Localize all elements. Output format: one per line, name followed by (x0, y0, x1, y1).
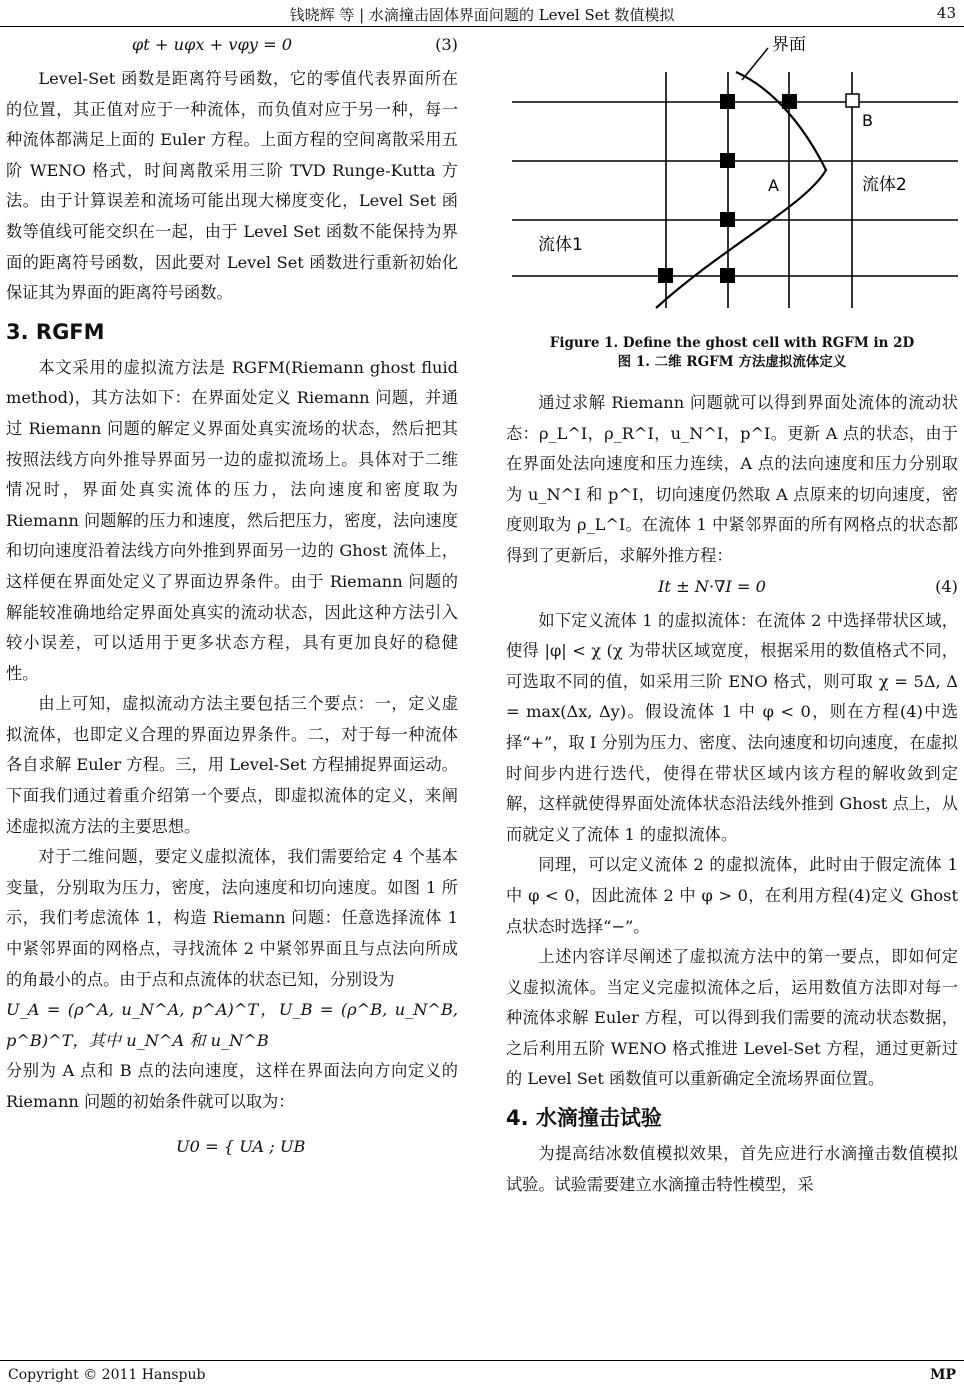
equation-3 (6, 30, 458, 64)
paragraph-ghost-fluid-1: 如下定义流体 1 的虚拟流体：在流体 2 中选择带状区域，使得 |φ| < χ (χ 为带状区域宽度，根据采用的数值格式不同，可选取不同的值，如采用三阶 ENO 格式，则可取 χ = 5Δ, Δ = max(Δx, Δy)。假设流体 1 中 φ < 0，则在方程(4)中选择“+”，取 I 分别为压力、密度、法向速度和切向速度，在虚拟时间步内进行迭代，使得在带状区域内该方程的解收敛到定解，这样就使得界面处流体状态沿法线外推到 Ghost 点上，从而就定义了流体 1 的虚拟流体。 (506, 610, 958, 844)
page-footer (0, 1360, 964, 1387)
equation-u0-body: U0 = { UA ; UB (176, 1136, 306, 1156)
equation-3-number: (3) (435, 35, 458, 54)
equation-u0 (6, 1118, 458, 1178)
figure-caption-zh: 图 1. 二维 RGFM 方法虚拟流体定义 (617, 354, 847, 370)
paragraph-three-points: 由上可知，虚拟流动方法主要包括三个要点：一，定义虚拟流体，也即定义合理的界面边界条件。二，对于每一种流体各自求解 Euler 方程。三，用 Level-Set 方程捕捉界面运动。下面我们通过着重介绍第一个要点，即虚拟流体的定义，来阐述虚拟流方法的主要思想。 (6, 694, 458, 836)
running-title: 钱晓辉 等 | 水滴撞击固体界面问题的 Level Set 数值模拟 (289, 6, 675, 24)
paragraph-initial-condition: 分别为 A 点和 B 点的法向速度，这样在界面法向方向定义的 Riemann 问题的初始条件就可以取为： (6, 1061, 458, 1111)
paragraph-ghost-fluid-2: 同理，可以定义流体 2 的虚拟流体，此时由于假定流体 1 中 φ < 0，因此流体 2 中 φ > 0，在利用方程(4)定义 Ghost 点状态时选择“−”。 (506, 855, 958, 936)
label-fluid-2: 流体2 (862, 175, 907, 195)
paragraph-summary: 上述内容详尽阐述了虚拟流方法中的第一要点，即如何定义虚拟流体。当定义完虚拟流体之后，运用数值方法即对每一种流体求解 Euler 方程，可以得到我们需要的流动状态数据，之后利用五阶 WENO 格式推进 Level-Set 方程，通过更新过的 Level Set 函数值可以重新确定全流场界面位置。 (506, 947, 958, 1089)
equation-3-body: φt + uφx + vφy = 0 (131, 35, 293, 54)
equation-4 (506, 572, 958, 606)
rgfm-grid-diagram (506, 30, 958, 330)
label-point-b: B (862, 111, 873, 130)
equation-4-number: (4) (935, 576, 958, 596)
page-header (0, 0, 964, 27)
paragraph-levelset: Level-Set 函数是距离符号函数，它的零值代表界面所在的位置，其正值对应于一种流体，而负值对应于另一种，每一种流体都满足上面的 Euler 方程。上面方程的空间离散采用五阶 WENO 格式，时间离散采用三阶 TVD Runge-Kutta 方法。由于计算误差和流场可能出现大梯度变化，Level Set 函数等值线可能交织在一起，由于 Level Set 函数不能保持为界面的距离符号函数，因此要对 Level Set 函数进行重新初始化保证其为界面的距离符号函数。 (6, 69, 458, 303)
label-interface: 界面 (772, 35, 806, 55)
equation-4-body: It ± N·∇I = 0 (658, 576, 766, 596)
section-heading-droplet: 4. 水滴撞击试验 (506, 1106, 662, 1131)
label-fluid-1: 流体1 (538, 235, 583, 255)
section-heading-rgfm: 3. RGFM (6, 319, 105, 344)
copyright: Copyright © 2011 Hanspub (8, 1367, 206, 1383)
figure-1 (506, 30, 958, 330)
figure-caption-en: Figure 1. Define the ghost cell with RGFM in 2D (549, 335, 915, 351)
right-column (506, 30, 958, 1200)
label-point-a: A (768, 176, 779, 195)
paragraph-rgfm-method: 本文采用的虚拟流方法是 RGFM(Riemann ghost fluid method)，其方法如下：在界面处定义 Riemann 问题，并通过 Riemann 问题的解定义界面处真实流场的状态，然后把其按照法线方向外推导界面另一边的虚拟流场上。具体对于二维情况时，界面处真实流体的压力，法向速度和密度取为 Riemann 问题解的压力和速度，然后把压力，密度，法向速度和切向速度沿着法线方向外推到界面另一边的 Ghost 流体上，这样便在界面处定义了界面边界条件。由于 Riemann 问题的解能较准确地给定界面处真实的流动状态，因此这种方法引入较小误差，可以适用于更多状态方程，具有更加良好的稳健性。 (6, 357, 458, 683)
state-vectors: U_A = (ρ^A, u_N^A, p^A)^T，U_B = (ρ^B, u_N^B, p^B)^T，其中 u_N^A 和 u_N^B (6, 1000, 458, 1050)
paragraph-droplet-test: 为提高结冰数值模拟效果，首先应进行水滴撞击数值模拟试验。试验需要建立水滴撞击特性模型，采 (506, 1144, 958, 1194)
paragraph-riemann-solution: 通过求解 Riemann 问题就可以得到界面处流体的流动状态：ρ_L^I，ρ_R^I，u_N^I，p^I。更新 A 点的状态，由于在界面处法向速度和压力连续，A 点的法向速度和压力分别取为 u_N^I 和 p^I，切向速度仍然取 A 点原来的切向速度，密度则取为 ρ_L^I。在流体 1 中紧邻界面的所有网格点的状态都得到了更新后，求解外推方程： (506, 393, 958, 565)
left-column (6, 30, 458, 1178)
paragraph-2d-problem: 对于二维问题，要定义虚拟流体，我们需要给定 4 个基本变量，分别取为压力，密度，法向速度和切向速度。如图 1 所示，我们考虑流体 1，构造 Riemann 问题：任意选择流体 1 中紧邻界面的网格点，寻找流体 2 中紧邻界面且与点法向所成的角最小的点。由于点和点流体的状态已知，分别设为 (6, 847, 458, 989)
journal-abbrev: MP (929, 1367, 956, 1383)
page-number: 43 (936, 4, 956, 22)
